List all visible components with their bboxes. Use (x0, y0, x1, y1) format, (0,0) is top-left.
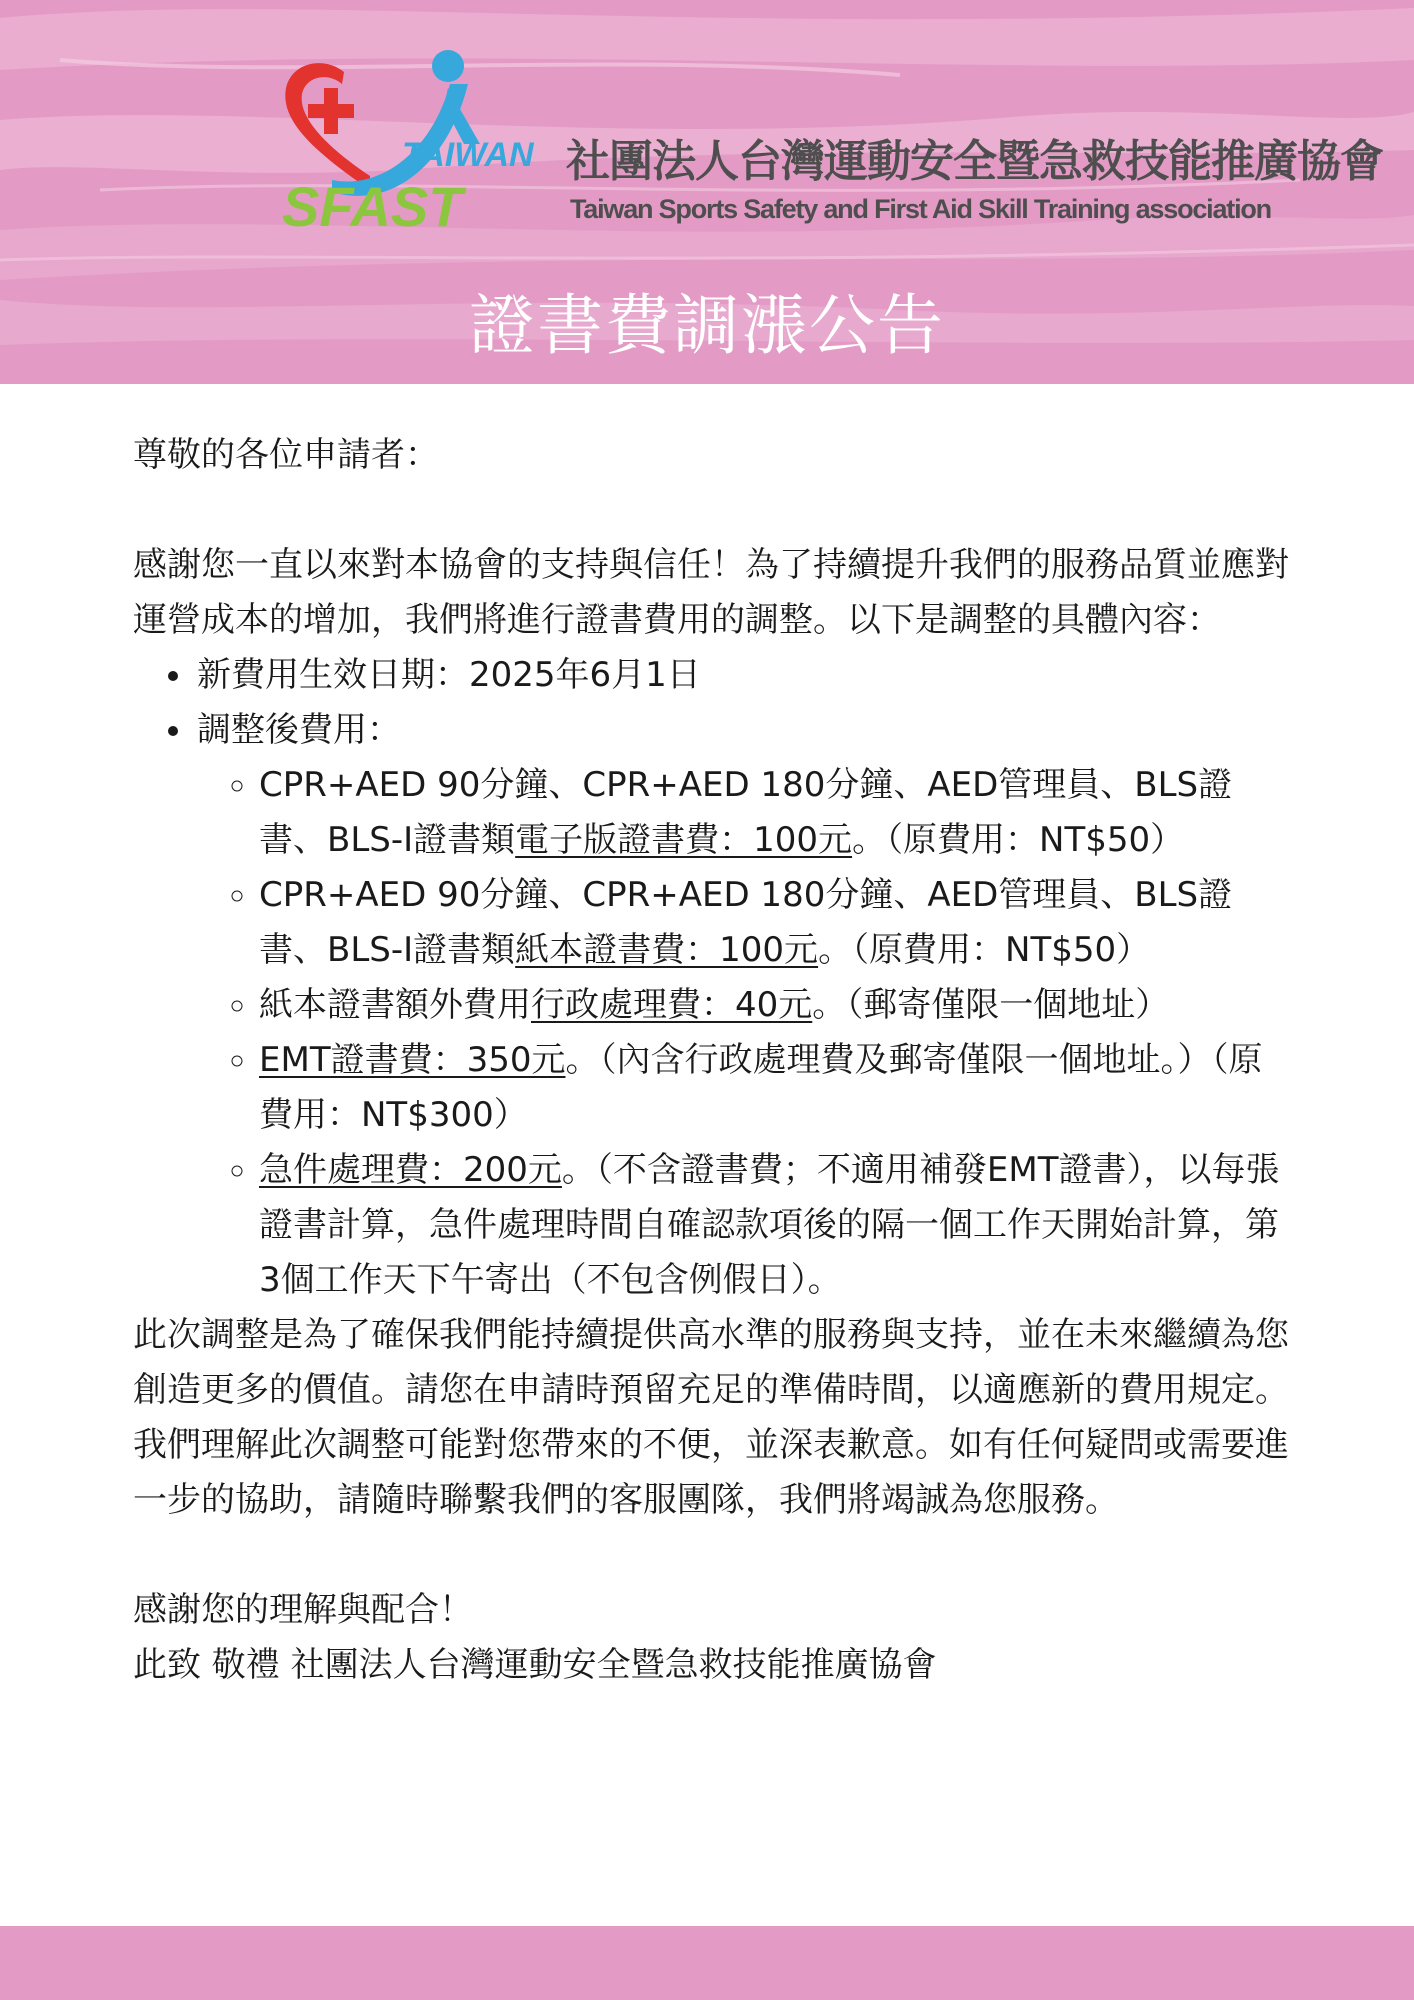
effective-date-text: 新費用生效日期：2025年6月1日 (197, 655, 701, 695)
fee-prefix: CPR+AED 90分鐘、CPR+AED 180分鐘、AED管理員、BLS證書、BLS-I證書類 (259, 765, 1233, 860)
fee-detail-list (197, 758, 1293, 1308)
fee-item-admin-fee (259, 978, 1293, 1033)
spacer (133, 483, 1293, 538)
fee-item-digital-cert (259, 758, 1293, 868)
fee-summary-list (133, 648, 1293, 1308)
logo-wordmark-taiwan: TAIWAN (402, 136, 534, 174)
notice-title: 證書費調漲公告 (469, 287, 945, 364)
intro-paragraph: 感謝您一直以來對本協會的支持與信任！為了持續提升我們的服務品質並應對運營成本的增加，我們將進行證書費用的調整。以下是調整的具體內容： (133, 545, 1289, 640)
logo-wordmark-sfast: SFAST (282, 175, 463, 238)
fee-highlight: 行政處理費：40元 (531, 985, 813, 1025)
org-name-english: Taiwan Sports Safety and First Aid Skill Training association (570, 194, 1271, 224)
fee-item-emt-cert (259, 1033, 1293, 1143)
thanks-line: 感謝您的理解與配合！ (133, 1590, 473, 1630)
fee-suffix: 。（不含證書費；不適用補發EMT證書），以每張證書計算，急件處理時間自確認款項後的隔一個工作天開始計算，第3個工作天下午寄出（不包含例假日）。 (259, 1150, 1280, 1300)
fee-highlight: 急件處理費：200元 (259, 1150, 562, 1190)
fee-highlight: EMT證書費：350元 (259, 1040, 566, 1080)
fee-suffix: 。（郵寄僅限一個地址） (812, 985, 1170, 1025)
fee-prefix: CPR+AED 90分鐘、CPR+AED 180分鐘、AED管理員、BLS證書、BLS-I證書類 (259, 875, 1233, 970)
spacer (133, 1528, 1293, 1583)
fee-item-urgent-fee (259, 1143, 1293, 1308)
effective-date-item (195, 648, 1293, 703)
adjusted-fees-label: 調整後費用： (197, 710, 401, 750)
figure-head-icon (432, 50, 464, 82)
header-banner (0, 0, 1414, 384)
fee-suffix: 。（內含行政處理費及郵寄僅限一個地址。）（原費用：NT$300） (259, 1040, 1263, 1135)
fee-suffix: 。（原費用：NT$50） (818, 930, 1151, 970)
fee-suffix: 。（原費用：NT$50） (852, 820, 1185, 860)
apology-paragraph: 我們理解此次調整可能對您帶來的不便，並深表歉意。如有任何疑問或需要進一步的協助，請隨時聯繫我們的客服團隊，我們將竭誠為您服務。 (133, 1425, 1289, 1520)
letter-body (133, 428, 1293, 1693)
purpose-paragraph: 此次調整是為了確保我們能持續提供高水準的服務與支持，並在未來繼續為您創造更多的價值。請您在申請時預留充足的準備時間，以適應新的費用規定。 (133, 1315, 1289, 1410)
fee-highlight: 電子版證書費：100元 (515, 820, 853, 860)
sfast-logo (272, 40, 542, 240)
fee-prefix: 紙本證書額外費用 (259, 985, 531, 1025)
footer-bar (0, 1926, 1414, 2000)
salutation: 尊敬的各位申請者： (133, 435, 439, 475)
fee-item-paper-cert (259, 868, 1293, 978)
adjusted-fees-item (195, 703, 1293, 1308)
fee-highlight: 紙本證書費：100元 (515, 930, 819, 970)
closing-signature: 此致 敬禮 社團法人台灣運動安全暨急救技能推廣協會 (133, 1645, 937, 1685)
org-name-chinese: 社團法人台灣運動安全暨急救技能推廣協會 (566, 136, 1383, 187)
